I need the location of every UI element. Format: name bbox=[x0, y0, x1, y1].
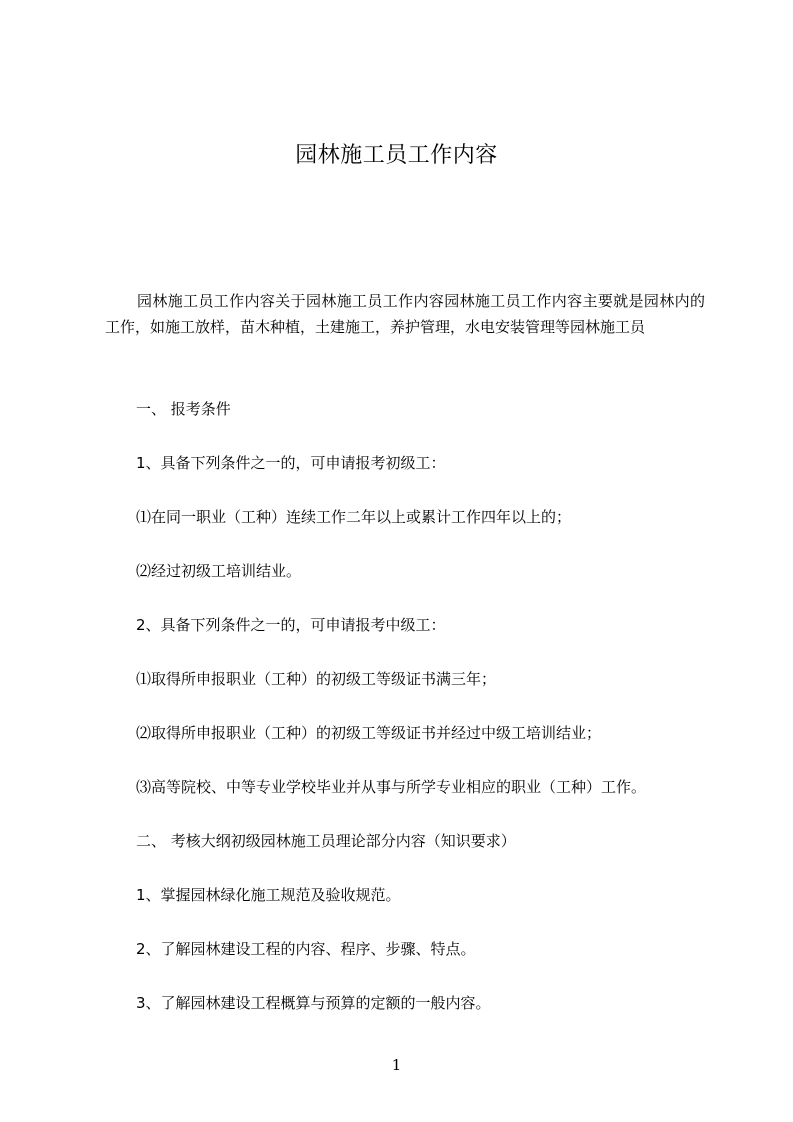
clause-1-item-2: ⑵经过初级工培训结业。 bbox=[136, 562, 302, 580]
clause-2-item-1: ⑴取得所申报职业（工种）的初级工等级证书满三年； bbox=[136, 670, 497, 688]
syllabus-item-2: 2、了解园林建设工程的内容、程序、步骤、特点。 bbox=[136, 940, 476, 958]
clause-2-item-2: ⑵取得所申报职业（工种）的初级工等级证书并经过中级工培训结业； bbox=[136, 724, 602, 742]
section-heading-syllabus: 二、 考核大纲初级园林施工员理论部分内容（知识要求） bbox=[136, 832, 516, 850]
syllabus-item-1: 1、掌握园林绿化施工规范及验收规范。 bbox=[136, 886, 401, 904]
clause-1-item-1: ⑴在同一职业（工种）连续工作二年以上或累计工作四年以上的； bbox=[136, 508, 572, 526]
clause-2-item-3: ⑶高等院校、中等专业学校毕业并从事与所学专业相应的职业（工种）工作。 bbox=[136, 778, 647, 796]
document-title: 园林施工员工作内容 bbox=[295, 143, 498, 168]
intro-paragraph: 园林施工员工作内容关于园林施工员工作内容园林施工员工作内容主要就是园林内的工作，如施工放样，苗木种植，土建施工，养护管理，水电安装管理等园林施工员 bbox=[105, 292, 705, 336]
clause-1-junior-conditions: 1、具备下列条件之一的，可申请报考初级工： bbox=[136, 454, 446, 472]
section-heading-registration: 一、 报考条件 bbox=[136, 400, 231, 418]
syllabus-item-3: 3、了解园林建设工程概算与预算的定额的一般内容。 bbox=[136, 994, 491, 1012]
page-number: 1 bbox=[391, 1056, 402, 1074]
clause-2-intermediate-conditions: 2、具备下列条件之一的，可申请报考中级工： bbox=[136, 616, 446, 634]
